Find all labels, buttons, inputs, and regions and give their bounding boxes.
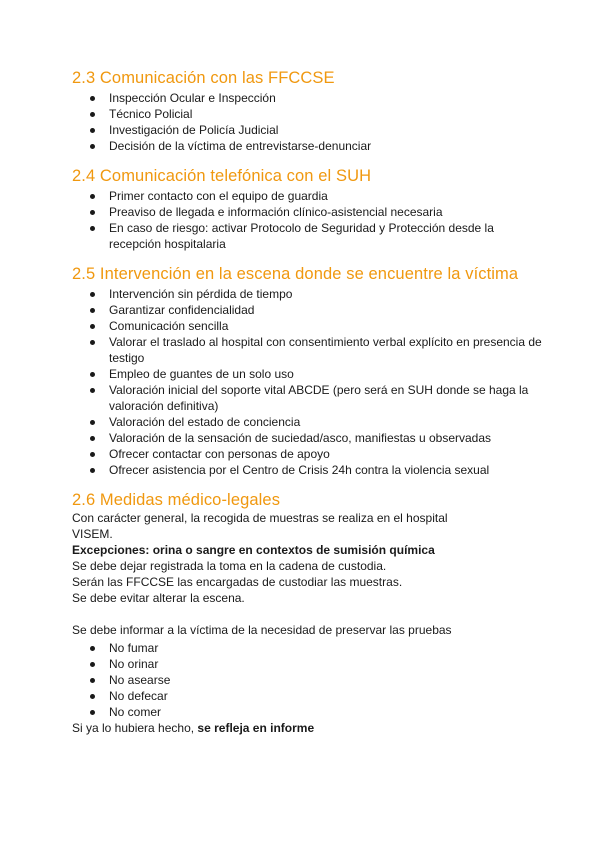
section-title: 2.5 Intervención en la escena donde se encuentre la víctima bbox=[72, 265, 519, 283]
section-medico-legal bbox=[72, 490, 542, 736]
list-item: Garantizar confidencialidad bbox=[72, 302, 542, 318]
list-item: No defecar bbox=[72, 688, 542, 704]
exceptions-line: Excepciones: orina o sangre en contextos de sumisión química bbox=[72, 543, 435, 557]
section-title: 2.4 Comunicación telefónica con el SUH bbox=[72, 167, 372, 185]
section-title: 2.3 Comunicación con las FFCCSE bbox=[72, 69, 335, 87]
paragraph-line: Se debe evitar alterar la escena. bbox=[72, 591, 245, 605]
list-item: Técnico Policial bbox=[72, 106, 542, 122]
bullet-list bbox=[72, 640, 542, 720]
list-item: Valoración de la sensación de suciedad/asco, manifiestas u observadas bbox=[72, 430, 542, 446]
list-item: No asearse bbox=[72, 672, 542, 688]
list-item: No fumar bbox=[72, 640, 542, 656]
final-prefix: Si ya lo hubiera hecho, bbox=[72, 721, 198, 735]
paragraph-line: Se debe dejar registrada la toma en la cadena de custodia. bbox=[72, 559, 387, 573]
section-suh bbox=[72, 166, 542, 252]
blank-line bbox=[72, 606, 542, 622]
list-item: Ofrecer asistencia por el Centro de Crisis 24h contra la violencia sexual bbox=[72, 462, 542, 478]
bullet-list bbox=[72, 286, 542, 478]
list-item: En caso de riesgo: activar Protocolo de Seguridad y Protección desde la recepción hospitalaria bbox=[72, 220, 542, 252]
list-item: Empleo de guantes de un solo uso bbox=[72, 366, 542, 382]
section-ffccse bbox=[72, 68, 542, 154]
paragraph-line: Se debe informar a la víctima de la necesidad de preservar las pruebas bbox=[72, 623, 452, 637]
list-item: No orinar bbox=[72, 656, 542, 672]
paragraph-line: Con carácter general, la recogida de muestras se realiza en el hospital bbox=[72, 511, 448, 525]
paragraph-line: Serán las FFCCSE las encargadas de custodiar las muestras. bbox=[72, 575, 403, 589]
section-escena bbox=[72, 264, 542, 478]
list-item: No comer bbox=[72, 704, 542, 720]
list-item: Valorar el traslado al hospital con consentimiento verbal explícito en presencia de testigo bbox=[72, 334, 542, 366]
list-item: Inspección Ocular e Inspección bbox=[72, 90, 542, 106]
paragraph-line: VISEM. bbox=[72, 527, 113, 541]
list-item: Ofrecer contactar con personas de apoyo bbox=[72, 446, 542, 462]
list-item: Preaviso de llegada e información clínico-asistencial necesaria bbox=[72, 204, 542, 220]
list-item: Primer contacto con el equipo de guardia bbox=[72, 188, 542, 204]
list-item: Valoración del estado de conciencia bbox=[72, 414, 542, 430]
list-item: Investigación de Policía Judicial bbox=[72, 122, 542, 138]
list-item: Intervención sin pérdida de tiempo bbox=[72, 286, 542, 302]
document-page bbox=[72, 68, 542, 748]
final-bold: se refleja en informe bbox=[197, 721, 315, 735]
list-item: Valoración inicial del soporte vital ABCDE (pero será en SUH donde se haga la valoración definitiva) bbox=[72, 382, 542, 414]
list-item: Decisión de la víctima de entrevistarse-denunciar bbox=[72, 138, 542, 154]
final-line bbox=[72, 720, 542, 736]
bullet-list bbox=[72, 188, 542, 252]
bullet-list bbox=[72, 90, 542, 154]
list-item: Comunicación sencilla bbox=[72, 318, 542, 334]
section-title: 2.6 Medidas médico-legales bbox=[72, 491, 281, 509]
